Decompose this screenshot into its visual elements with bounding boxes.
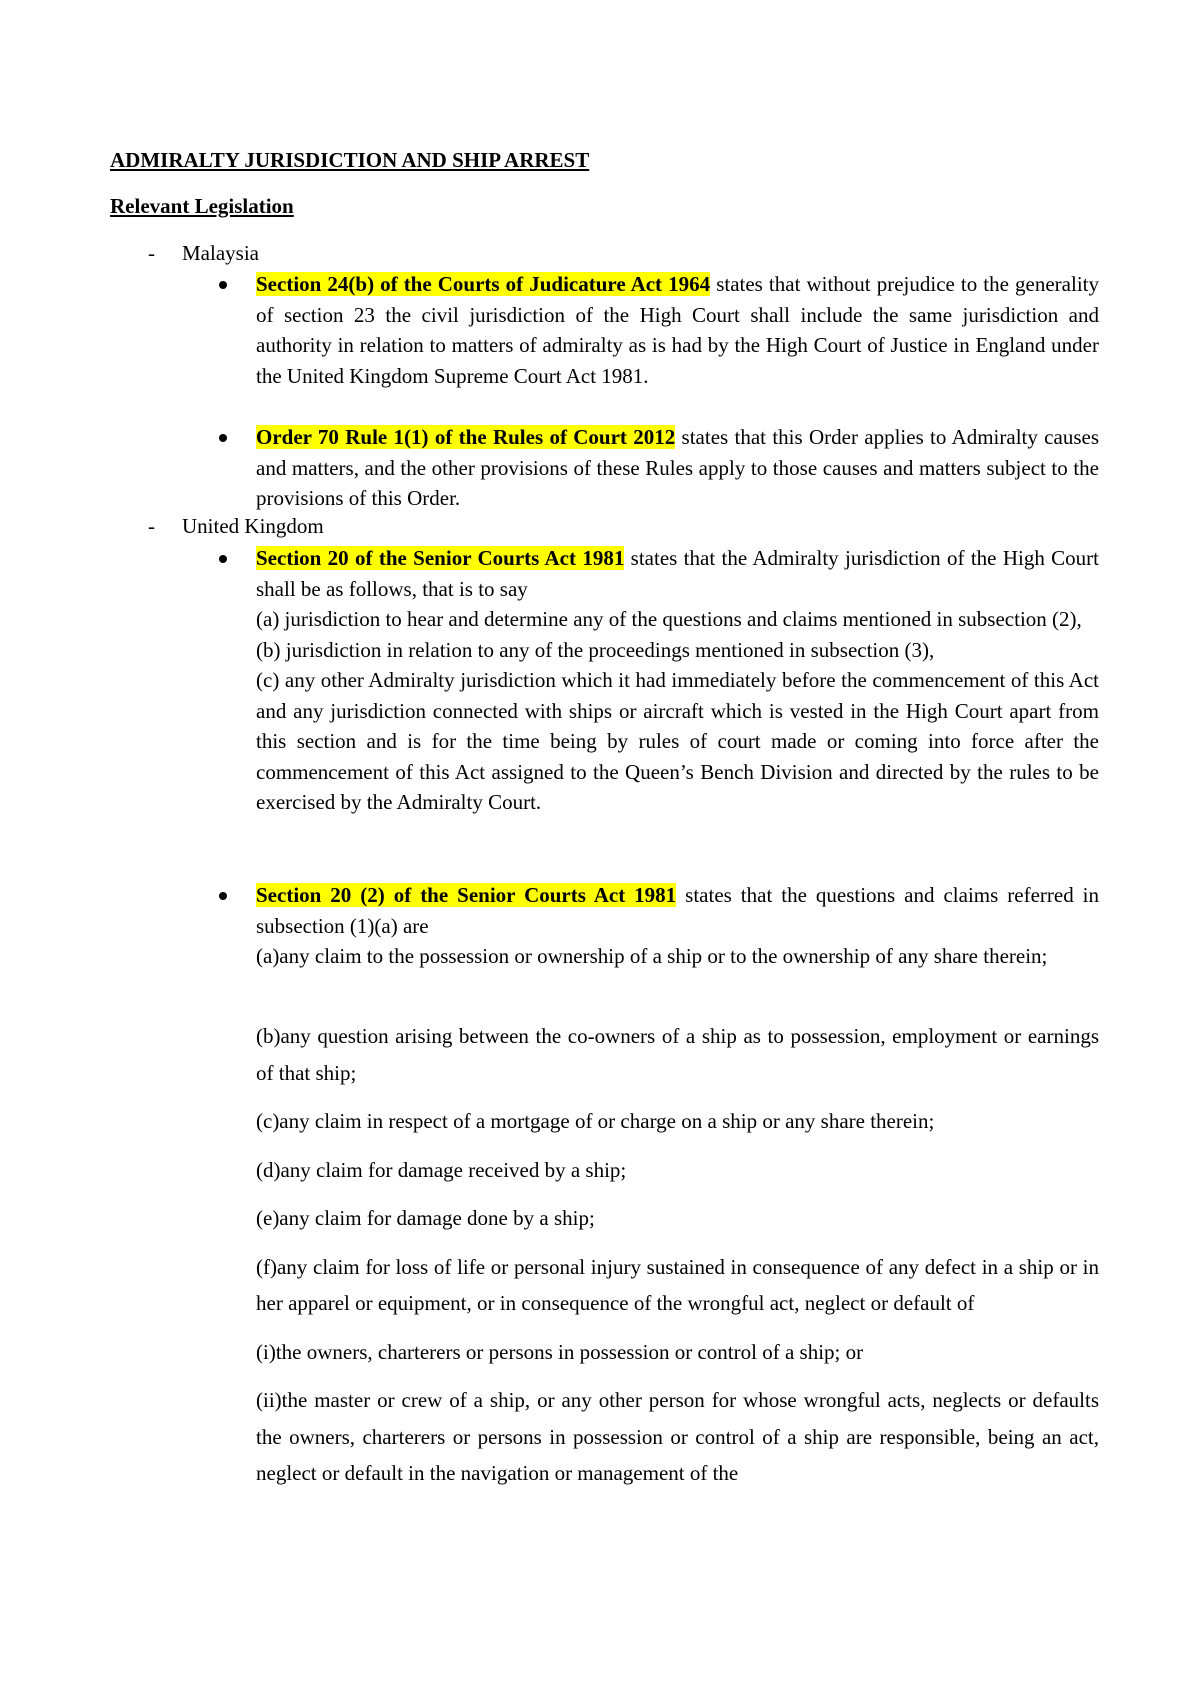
subsection-item: (a) jurisdiction to hear and determine any of the questions and claims mentioned in subsection (2), (256, 607, 1082, 631)
dash-marker: - (148, 241, 155, 265)
claim-item: (b)any question arising between the co-owners of a ship as to possession, employment or earnings of that ship; (256, 1024, 1099, 1085)
bullet-text: states that without prejudice to the generality of section 23 the civil jurisdiction of the High Court shall include the same jurisdiction and authority in relation to matters of admiralty as is had by the High Court of Justice in England under the United Kingdom Supreme Court Act 1981. (256, 272, 1099, 388)
bullet-section-20-2 (256, 880, 1099, 972)
claim-item: (i)the owners, charterers or persons in possession or control of a ship; or (256, 1339, 864, 1364)
list-item-label: United Kingdom (182, 514, 324, 538)
bullet-section-24b (256, 269, 1099, 391)
claims-list (256, 1018, 1099, 1504)
claim-item: (c)any claim in respect of a mortgage of or charge on a ship or any share therein; (256, 1109, 935, 1133)
bullet-icon (219, 555, 227, 563)
subsection-item: (c) any other Admiralty jurisdiction which it had immediately before the commencement of this Act and any jurisdiction connected with ships or aircraft which is vested in the High Court apart from this section and is for the time being by rules of court made or coming into force after the commencement of this Act assigned to the Queen’s Bench Division and directed by the rules to be exercised by the Admiralty Court. (256, 668, 1099, 814)
list-item-label: Malaysia (182, 241, 259, 265)
bullet-icon (219, 892, 227, 900)
highlighted-citation: Section 24(b) of the Courts of Judicature Act 1964 (256, 272, 711, 296)
bullet-text: states that this Order applies to Admiralty causes and matters, and the other provisions of these Rules apply to those causes and matters subject to the provisions of this Order. (256, 425, 1099, 510)
bullet-icon (219, 434, 227, 442)
list-item-malaysia (148, 241, 259, 266)
section-heading: Relevant Legislation (110, 194, 294, 218)
highlighted-citation: Order 70 Rule 1(1) of the Rules of Court 2012 (256, 425, 676, 449)
bullet-order-70 (256, 422, 1099, 514)
bullet-icon (219, 281, 227, 289)
claim-item: (f)any claim for loss of life or personal injury sustained in consequence of any defect in a ship or in her apparel or equipment, or in consequence of the wrongful act, neglect or default of (256, 1254, 1099, 1315)
subsection-item: (a)any claim to the possession or ownership of a ship or to the ownership of any share therein; (256, 944, 1048, 968)
dash-marker: - (148, 514, 155, 538)
highlighted-citation: Section 20 (2) of the Senior Courts Act 1981 (256, 883, 677, 907)
subsection-item: (b) jurisdiction in relation to any of the proceedings mentioned in subsection (3), (256, 637, 935, 662)
highlighted-citation: Section 20 of the Senior Courts Act 1981 (256, 546, 625, 570)
claim-item: (d)any claim for damage received by a ship; (256, 1157, 627, 1182)
list-item-united-kingdom (148, 514, 324, 539)
document-title: ADMIRALTY JURISDICTION AND SHIP ARREST (110, 148, 590, 172)
bullet-text: states that the questions and claims referred in subsection (1)(a) are (256, 883, 1099, 938)
bullet-section-20 (256, 543, 1099, 818)
claim-item: (ii)the master or crew of a ship, or any other person for whose wrongful acts, neglects or defaults the owners, charterers or persons in possession or control of a ship are responsible, being an act, neglect or default in the navigation or management of the (256, 1388, 1099, 1485)
bullet-text: states that the Admiralty jurisdiction of the High Court shall be as follows, that is to say (256, 546, 1100, 601)
claim-item: (e)any claim for damage done by a ship; (256, 1206, 595, 1230)
